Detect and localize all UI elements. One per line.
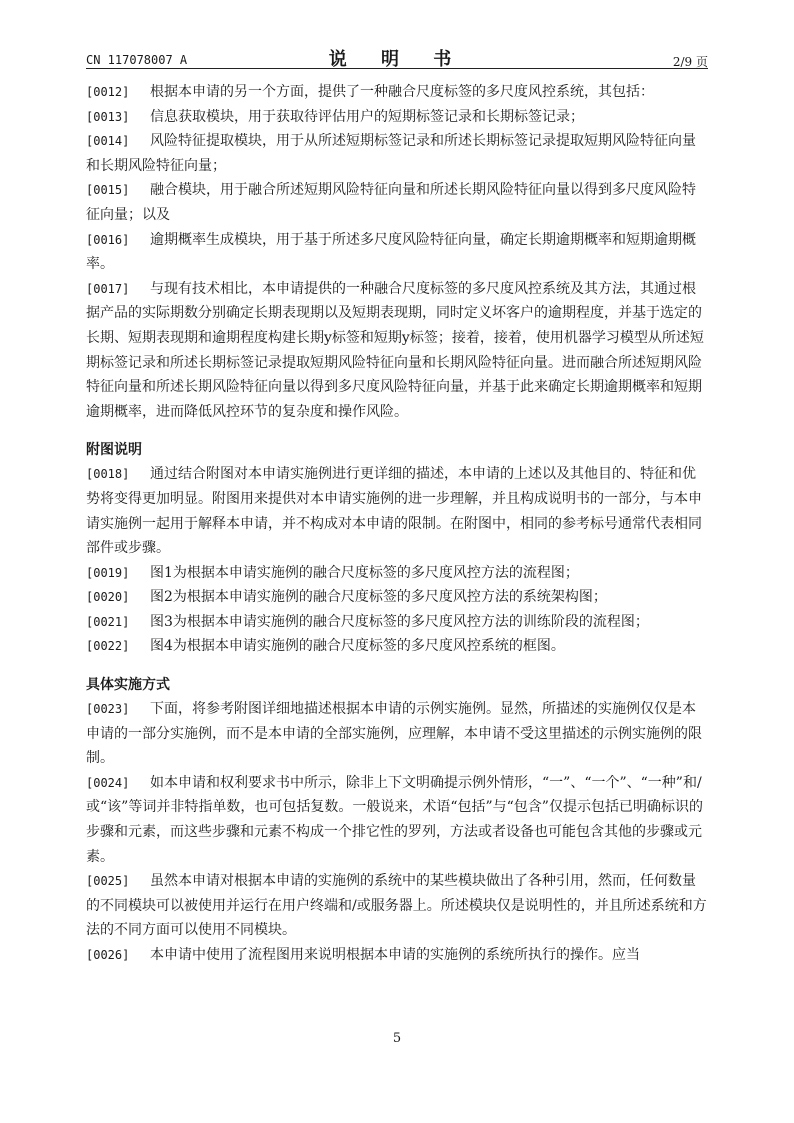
page-indicator: 2/9 页 <box>672 55 708 69</box>
section-heading-figures: 附图说明 <box>86 442 142 459</box>
document-id: CN 117078007 A <box>86 53 188 67</box>
paragraph <box>86 610 708 635</box>
paragraph-number: [0020] <box>86 590 130 605</box>
paragraph-text: 通过结合附图对本申请实施例进行更详细的描述，本申请的上述以及其他目的、特征和优势将变得更加明显。附图用来提供对本申请实施例的进一步理解，并且构成说明书的一部分，与本申请实施例一起用于解释本申请，并不构成对本申请的限制。在附图中，相同的参考标号通常代表相同部件或步骤。 <box>86 466 702 557</box>
paragraph-number: [0017] <box>86 281 130 296</box>
paragraph <box>86 697 708 771</box>
paragraph-number: [0026] <box>86 948 130 962</box>
paragraph-number: [0012] <box>86 85 130 99</box>
paragraph-text: 信息获取模块，用于获取待评估用户的短期标签记录和长期标签记录； <box>150 108 584 125</box>
paragraph <box>86 80 708 105</box>
paragraph <box>86 277 708 425</box>
paragraph-text: 图3为根据本申请实施例的融合尺度标签的多尺度风控方法的训练阶段的流程图； <box>150 613 649 630</box>
paragraph-number: [0019] <box>86 565 130 580</box>
paragraph <box>86 771 708 869</box>
paragraph-text: 风险特征提取模块，用于从所述短期标签记录和所述长期标签记录提取短期风险特征向量和长期风险特征向量； <box>86 133 696 174</box>
page-header <box>86 44 708 69</box>
paragraph-text: 虽然本申请对根据本申请的实施例的系统中的某些模块做出了各种引用，然而，任何数量的不同模块可以被使用并运行在用户终端和/或服务器上。所述模块仅是说明性的，并且所述系统和方法的不同方面可以使用不同模块。 <box>86 873 707 939</box>
paragraph-number: [0022] <box>86 639 130 654</box>
paragraph <box>86 228 708 277</box>
paragraph-number: [0021] <box>86 614 130 629</box>
paragraph-number: [0016] <box>86 232 130 247</box>
paragraph <box>86 129 708 178</box>
section-heading-embodiments: 具体实施方式 <box>86 677 170 694</box>
paragraph-text: 图2为根据本申请实施例的融合尺度标签的多尺度风控方法的系统架构图； <box>150 589 607 606</box>
paragraph-number: [0024] <box>86 775 130 790</box>
paragraph-text: 如本申请和权利要求书中所示，除非上下文明确提示例外情形，“一”、“一个”、“一种”和/或“该”等词并非特指单数，也可包括复数。一般说来，术语“包括”与“包含”仅提示包括已明确标识的步骤和元素，而这些步骤和元素不构成一个排它性的罗列，方法或者设备也可能包含其他的步骤或元素。 <box>86 774 703 865</box>
paragraph-number: [0015] <box>86 183 130 198</box>
paragraph <box>86 943 708 968</box>
paragraph <box>86 178 708 227</box>
paragraph <box>86 585 708 610</box>
paragraph-text: 下面，将参考附图详细地描述根据本申请的示例实施例。显然，所描述的实施例仅仅是本申请的一部分实施例，而不是本申请的全部实施例，应理解，本申请不受这里描述的示例实施例的限制。 <box>86 701 702 767</box>
paragraph-text: 本申请中使用了流程图用来说明根据本申请的实施例的系统所执行的操作。应当 <box>150 947 640 963</box>
figure-description-paragraphs <box>86 462 708 659</box>
paragraph <box>86 561 708 586</box>
paragraph-number: [0014] <box>86 134 130 149</box>
paragraph-number: [0013] <box>86 109 130 124</box>
document-title: 说 明 书 <box>328 49 466 70</box>
paragraph-text: 根据本申请的另一个方面，提供了一种融合尺度标签的多尺度风控系统，其包括： <box>150 84 654 100</box>
summary-paragraphs <box>86 80 708 424</box>
paragraph-text: 逾期概率生成模块，用于基于所述多尺度风险特征向量，确定长期逾期概率和短期逾期概率。 <box>86 231 696 273</box>
embodiment-paragraphs <box>86 697 708 968</box>
paragraph <box>86 105 708 130</box>
paragraph-number: [0023] <box>86 702 130 717</box>
page-number: 5 <box>392 1031 402 1046</box>
paragraph-text: 融合模块，用于融合所述短期风险特征向量和所述长期风险特征向量以得到多尺度风险特征向量；以及 <box>86 182 696 223</box>
paragraph <box>86 462 708 560</box>
document-body <box>86 80 708 968</box>
paragraph <box>86 634 708 659</box>
paragraph-number: [0025] <box>86 874 130 889</box>
paragraph-text: 图1为根据本申请实施例的融合尺度标签的多尺度风控方法的流程图； <box>150 564 579 581</box>
paragraph-number: [0018] <box>86 467 130 482</box>
paragraph-text: 与现有技术相比，本申请提供的一种融合尺度标签的多尺度风控系统及其方法，其通过根据产品的实际期数分别确定长期表现期以及短期表现期，同时定义坏客户的逾期程度，并基于选定的长期、短期表现期和逾期程度构建长期y标签和短期y标签；接着，接着，使用机器学习模型从所述短期标签记录和所述长期标签记录提取短期风险特征向量和长期风险特征向量。进而融合所述短期风险特征向量和所述长期风险特征向量以得到多尺度风险特征向量，并基于此来确定长期逾期概率和短期逾期概率，进而降低风控环节的复杂度和操作风险。 <box>86 280 704 420</box>
paragraph-text: 图4为根据本申请实施例的融合尺度标签的多尺度风控系统的框图。 <box>150 638 565 655</box>
paragraph <box>86 869 708 943</box>
